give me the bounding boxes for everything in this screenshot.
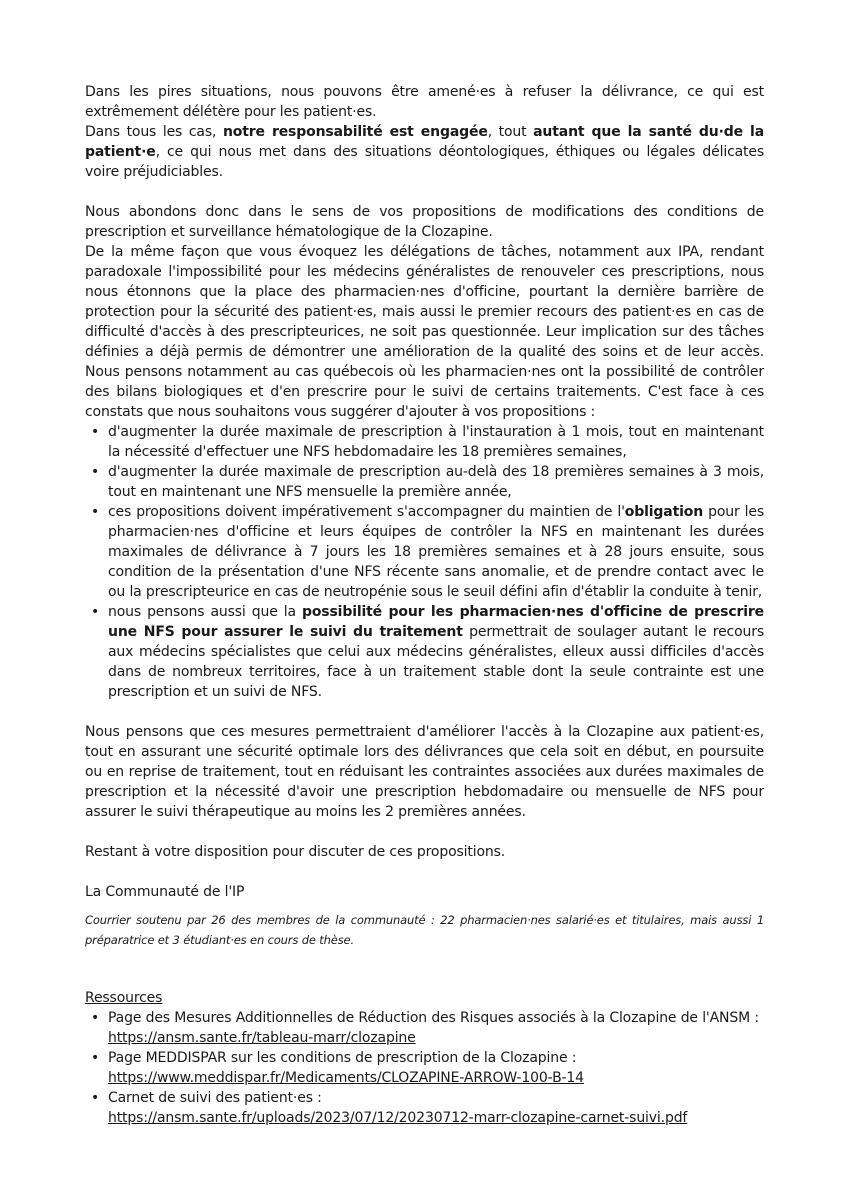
resources-section	[85, 988, 764, 1128]
bold-text: obligation	[624, 504, 704, 520]
spacer	[85, 822, 764, 842]
bullet-icon: •	[91, 1050, 100, 1066]
resource-link-carnet-suivi[interactable]: https://ansm.sante.fr/uploads/2023/07/12/20230712-marr-clozapine-carnet-suivi.pdf	[108, 1110, 688, 1126]
list-item	[85, 422, 764, 462]
paragraph-responsabilite	[85, 122, 764, 182]
list-item-text: nous pensons aussi que la	[108, 604, 302, 620]
paragraph-mesures: Nous pensons que ces mesures permettraient d'améliorer l'accès à la Clozapine aux patient·es, tout en assurant une sécurité optimale lors des délivrances que cela soit en début, en poursuite ou en reprise de traitement, tout en réduisant les contraintes associées aux durées maximales de prescription et la nécessité d'avoir une prescription hebdomadaire ou mensuelle de NFS pour assurer le suivi thérapeutique au moins les 2 premières années.	[85, 724, 764, 820]
paragraph-abondons: Nous abondons donc dans le sens de vos propositions de modifications des conditions de prescription et surveillance hématologique de la Clozapine.	[85, 204, 764, 240]
resource-link-ansm-marr[interactable]: https://ansm.sante.fr/tableau-marr/clozapine	[108, 1030, 416, 1046]
list-item	[85, 602, 764, 702]
spacer	[85, 182, 764, 202]
list-item-text: d'augmenter la durée maximale de prescription au-delà des 18 premières semaines à 3 mois, tout en maintenant une NFS mensuelle la première année,	[108, 464, 764, 500]
bullet-icon: •	[91, 464, 100, 480]
list-item-text: ces propositions doivent impérativement s'accompagner du maintien de l'	[108, 504, 625, 520]
bullet-icon: •	[91, 424, 100, 440]
signature: La Communauté de l'IP	[85, 884, 245, 900]
resources-title: Ressources	[85, 990, 163, 1006]
resources-list	[85, 1008, 764, 1128]
resource-item	[85, 1048, 764, 1088]
text: , tout	[487, 124, 534, 140]
bullet-icon: •	[91, 1010, 100, 1026]
resource-link-meddispar[interactable]: https://www.meddispar.fr/Medicaments/CLOZAPINE-ARROW-100-B-14	[108, 1070, 584, 1086]
paragraph-disposition: Restant à votre disposition pour discuter de ces propositions.	[85, 844, 506, 860]
bullet-icon: •	[91, 604, 100, 620]
resource-label: Page des Mesures Additionnelles de Réduction des Risques associés à la Clozapine de l'ANSM :	[108, 1010, 759, 1026]
proposals-list	[85, 422, 764, 702]
list-item	[85, 462, 764, 502]
list-item-text: pour les pharmacien·nes d'officine et leurs équipes de contrôler la NFS en maintenant les durées maximales de délivrance à 7 jours les 18 premières semaines et à 28 jours ensuite, sous condition de la présentation d'une NFS récente sans anomalie, et de prendre contact avec le ou la prescripteurice en cas de neutropénie sous le seuil défini afin d'établir la conduite à tenir,	[108, 504, 764, 600]
resource-label: Page MEDDISPAR sur les conditions de prescription de la Clozapine :	[108, 1050, 577, 1066]
spacer	[85, 862, 764, 882]
spacer	[85, 702, 764, 722]
bullet-icon: •	[91, 1090, 100, 1106]
document-body	[85, 82, 765, 1126]
resource-item	[85, 1088, 764, 1128]
resource-item	[85, 1008, 764, 1048]
resource-label: Carnet de suivi des patient·es :	[108, 1090, 322, 1106]
text: Dans tous les cas,	[85, 124, 223, 140]
bold-text: autant que la santé du·de la patient·e	[85, 124, 765, 160]
bold-text: possibilité pour les pharmacien·nes d'officine de prescrire une NFS pour assurer le suivi du traitement	[108, 604, 764, 640]
bullet-icon: •	[91, 504, 100, 520]
list-item-text: permettrait de soulager autant le recours aux médecins spécialistes que celui aux médecins généralistes, elleux aussi difficiles d'accès dans de nombreux territoires, face à un traitement stable dont la seule contrainte est une prescription et un suivi de NFS.	[108, 624, 764, 700]
paragraph-delegations: De la même façon que vous évoquez les délégations de tâches, notamment aux IPA, rendant paradoxale l'impossibilité pour les médecins généralistes de renouveler ces prescriptions, nous nous étonnons que la place des pharmacien·nes d'officine, pourtant la dernière barrière de protection pour la sécurité des patient·es, mais aussi le premier recours des patient·es en cas de difficulté d'accès à des prescripteurices, ne soit pas questionnée. Leur implication sur des tâches définies a déjà permis de démontrer une amélioration de la qualité des soins et de leur accès. Nous pensons notamment au cas québecois où les pharmacien·nes ont la possibilité de contrôler des bilans biologiques et d'en prescrire pour le suivi de certains traitements. C'est face à ces constats que nous souhaitons vous suggérer d'ajouter à vos propositions :	[85, 244, 764, 420]
list-item-text: d'augmenter la durée maximale de prescription à l'instauration à 1 mois, tout en maintenant la nécessité d'effectuer une NFS hebdomadaire les 18 premières semaines,	[108, 424, 764, 460]
list-item	[85, 502, 764, 602]
paragraph-refus: Dans les pires situations, nous pouvons être amené·es à refuser la délivrance, ce qui est extrêmement délétère pour les patient·es.	[85, 84, 764, 120]
bold-text: notre responsabilité est engagée	[222, 124, 488, 140]
text: , ce qui nous met dans des situations déontologiques, éthiques ou légales délicates voire préjudiciables.	[85, 144, 764, 180]
support-note: Courrier soutenu par 26 des membres de la communauté : 22 pharmacien·nes salarié·es et titulaires, mais aussi 1 préparatrice et 3 étudiant·es en cours de thèse.	[85, 913, 764, 947]
